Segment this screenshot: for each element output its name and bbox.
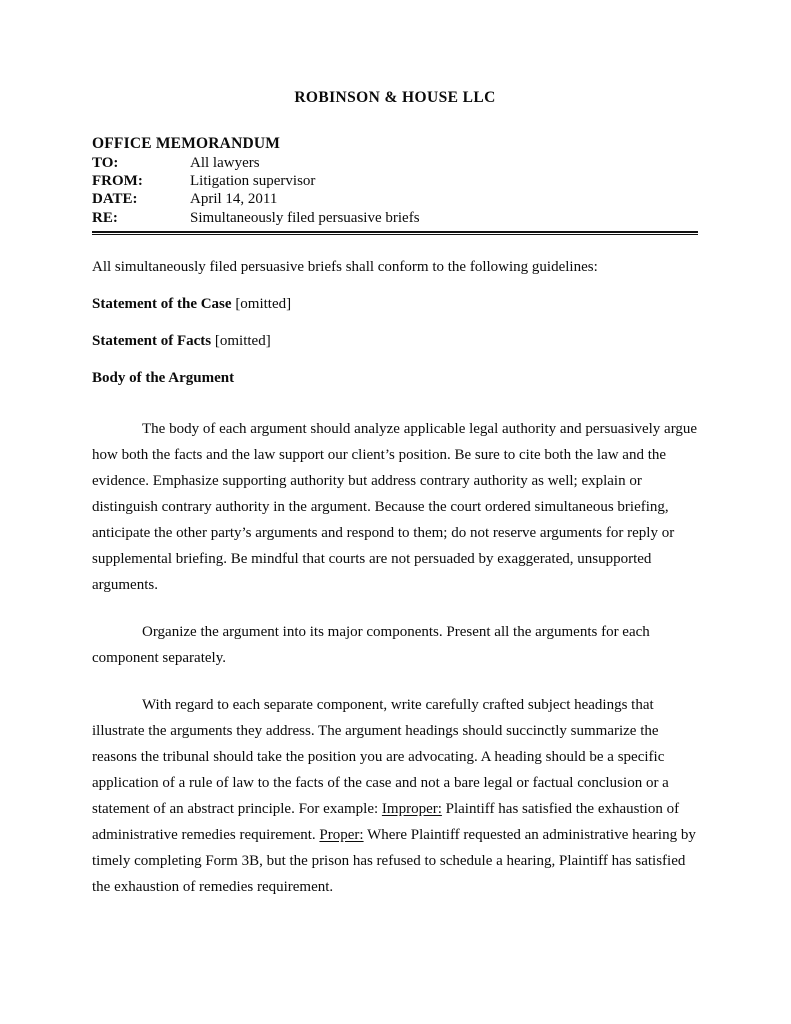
body-paragraph-1: The body of each argument should analyze applicable legal authority and persuasively argue how both the facts and the law support our client’s position. Be sure to cite both the law and the evidence. Emphasize supporting authority but address contrary authority as well; explain or distinguish contrary authority in the argument. Because the court ordered simultaneous briefing, anticipate the other party’s arguments and respond to them; do not reserve arguments for reply or supplemental briefing. Be mindful that courts are not persuaded by exaggerated, unsupported arguments. xyxy=(92,420,698,593)
memo-header-row-from xyxy=(92,172,698,190)
page-content-area xyxy=(92,0,698,900)
divider-line-thin xyxy=(92,234,698,235)
header-divider-rule xyxy=(92,231,698,236)
memo-label-to: TO: xyxy=(92,155,119,171)
section-body-of-the-argument xyxy=(92,351,698,388)
section-heading-label: Body of the Argument xyxy=(92,369,235,386)
memo-header-row-date xyxy=(92,190,698,208)
memo-label-date: DATE: xyxy=(92,191,138,208)
section-heading-note: [omitted] xyxy=(211,332,271,349)
section-statement-of-the-case xyxy=(92,277,698,314)
body-paragraph-3 xyxy=(92,671,698,900)
memo-header-row-to xyxy=(92,154,698,172)
memo-label-re: RE: xyxy=(92,209,118,226)
memo-header-row-re xyxy=(92,209,698,227)
paragraph-3-text-part-2: Plaintiff has satisfied the exhaustion of administrative remedies requirement. xyxy=(92,800,680,843)
memo-value-from: Litigation supervisor xyxy=(190,173,316,190)
divider-line-thick xyxy=(92,231,698,233)
memo-value-to: All lawyers xyxy=(190,155,260,171)
memo-value-re: Simultaneously filed persuasive briefs xyxy=(190,209,420,226)
section-heading-label: Statement of Facts xyxy=(92,332,212,349)
body-paragraph-2: Organize the argument into its major components. Present all the arguments for each component separately. xyxy=(92,623,650,666)
memo-label-from: FROM: xyxy=(92,173,143,190)
section-heading-label: Statement of the Case xyxy=(92,295,232,312)
paragraph-3-text-part-1: With regard to each separate component, write carefully crafted subject headings that illustrate the arguments they address. The argument headings should succinctly summarize the reasons the tribunal should take the position you are advocating. A heading should be a specific application of a rule of law to the facts of the case and not a bare legal or factual conclusion or a statement of an abstract principle. For example: xyxy=(92,696,669,817)
section-statement-of-facts xyxy=(92,314,698,351)
improper-example-label: Improper: xyxy=(381,800,442,817)
paragraph-3-text-part-3: Where Plaintiff requested an administrative hearing by timely completing Form 3B, but the prison has refused to schedule a hearing, Plaintiff has satisfied the exhaustion of remedies requirement. xyxy=(92,826,696,895)
memo-header-table xyxy=(92,154,698,227)
memo-value-date: April 14, 2011 xyxy=(190,191,278,208)
proper-example-label: Proper: xyxy=(319,826,364,843)
section-heading-note: [omitted] xyxy=(231,295,292,312)
firm-name-title: ROBINSON & HOUSE LLC xyxy=(294,89,496,106)
memo-heading: OFFICE MEMORANDUM xyxy=(92,135,281,152)
lead-paragraph: All simultaneously filed persuasive briefs shall conform to the following guidelines: xyxy=(92,258,598,275)
